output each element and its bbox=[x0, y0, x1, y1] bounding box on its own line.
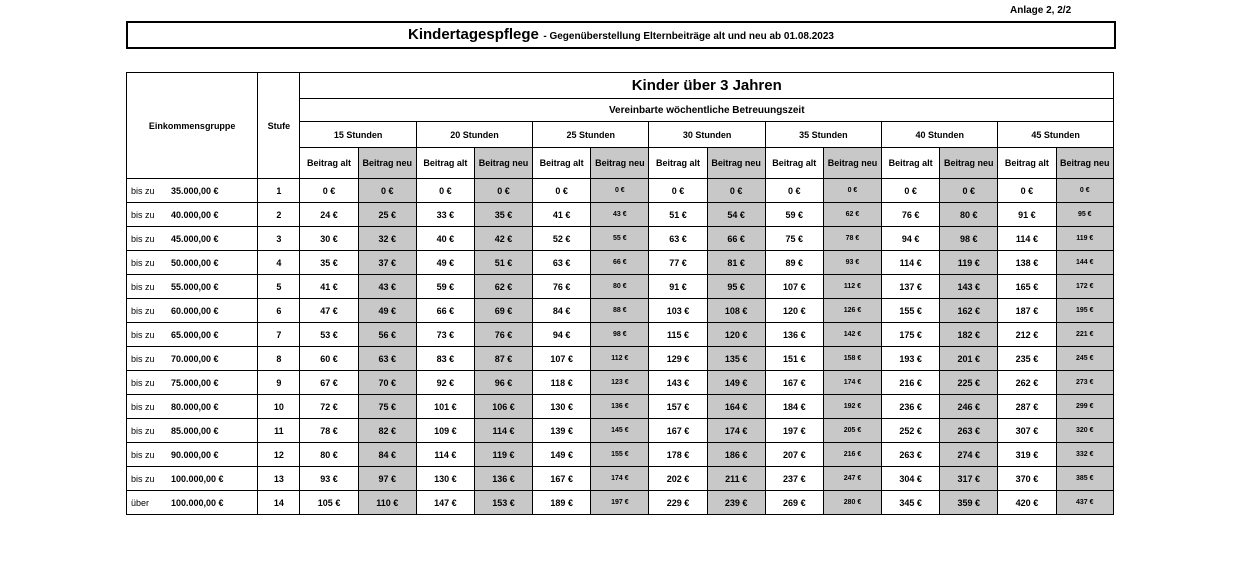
fee-old-cell: 41 € bbox=[300, 275, 358, 299]
fee-old-cell: 165 € bbox=[998, 275, 1056, 299]
income-prefix: bis zu bbox=[131, 377, 155, 388]
fee-new-cell: 78 € bbox=[823, 227, 881, 251]
income-group-cell bbox=[127, 203, 258, 227]
fee-new-cell: 247 € bbox=[823, 467, 881, 491]
fee-old-cell: 107 € bbox=[765, 275, 823, 299]
fee-new-cell: 205 € bbox=[823, 419, 881, 443]
fee-old-cell: 207 € bbox=[765, 443, 823, 467]
fee-new-cell: 299 € bbox=[1056, 395, 1113, 419]
fee-old-cell: 109 € bbox=[416, 419, 474, 443]
fee-new-cell: 320 € bbox=[1056, 419, 1113, 443]
fee-new-cell: 62 € bbox=[823, 203, 881, 227]
fee-old-cell: 167 € bbox=[649, 419, 707, 443]
hours-header: 25 Stunden bbox=[533, 122, 649, 148]
title-main: Kindertagespflege bbox=[408, 26, 539, 43]
fee-new-cell: 136 € bbox=[474, 467, 532, 491]
beitrag-neu-header: Beitrag neu bbox=[940, 148, 998, 179]
fee-new-cell: 119 € bbox=[1056, 227, 1113, 251]
table-row bbox=[127, 347, 1114, 371]
fee-old-cell: 287 € bbox=[998, 395, 1056, 419]
appendix-label: Anlage 2, 2/2 bbox=[1010, 5, 1072, 16]
fee-new-cell: 126 € bbox=[823, 299, 881, 323]
fee-new-cell: 51 € bbox=[474, 251, 532, 275]
income-amount: 100.000,00 € bbox=[171, 473, 224, 484]
fee-old-cell: 269 € bbox=[765, 491, 823, 515]
fee-old-cell: 89 € bbox=[765, 251, 823, 275]
fee-new-cell: 54 € bbox=[707, 203, 765, 227]
fee-old-cell: 193 € bbox=[882, 347, 940, 371]
fee-old-cell: 307 € bbox=[998, 419, 1056, 443]
fee-old-cell: 147 € bbox=[416, 491, 474, 515]
fee-old-cell: 115 € bbox=[649, 323, 707, 347]
fee-new-cell: 80 € bbox=[591, 275, 649, 299]
fee-new-cell: 246 € bbox=[940, 395, 998, 419]
beitrag-neu-header: Beitrag neu bbox=[358, 148, 416, 179]
fee-new-cell: 174 € bbox=[823, 371, 881, 395]
fee-old-cell: 0 € bbox=[765, 179, 823, 203]
fee-old-cell: 107 € bbox=[533, 347, 591, 371]
fee-old-cell: 370 € bbox=[998, 467, 1056, 491]
fee-old-cell: 114 € bbox=[416, 443, 474, 467]
fee-new-cell: 385 € bbox=[1056, 467, 1113, 491]
income-prefix: bis zu bbox=[131, 209, 155, 220]
beitrag-neu-header: Beitrag neu bbox=[474, 148, 532, 179]
fee-old-cell: 84 € bbox=[533, 299, 591, 323]
beitrag-neu-header: Beitrag neu bbox=[591, 148, 649, 179]
fee-new-cell: 120 € bbox=[707, 323, 765, 347]
stufe-cell: 1 bbox=[258, 179, 300, 203]
fee-old-cell: 155 € bbox=[882, 299, 940, 323]
fee-new-cell: 274 € bbox=[940, 443, 998, 467]
income-prefix: bis zu bbox=[131, 233, 155, 244]
fee-new-cell: 153 € bbox=[474, 491, 532, 515]
fee-old-cell: 202 € bbox=[649, 467, 707, 491]
fee-new-cell: 186 € bbox=[707, 443, 765, 467]
fee-new-cell: 112 € bbox=[591, 347, 649, 371]
fee-new-cell: 273 € bbox=[1056, 371, 1113, 395]
fee-new-cell: 81 € bbox=[707, 251, 765, 275]
fee-old-cell: 197 € bbox=[765, 419, 823, 443]
fee-old-cell: 229 € bbox=[649, 491, 707, 515]
fee-new-cell: 136 € bbox=[591, 395, 649, 419]
fee-old-cell: 33 € bbox=[416, 203, 474, 227]
beitrag-neu-header: Beitrag neu bbox=[823, 148, 881, 179]
fee-new-cell: 197 € bbox=[591, 491, 649, 515]
fee-old-cell: 0 € bbox=[649, 179, 707, 203]
fee-new-cell: 221 € bbox=[1056, 323, 1113, 347]
stufe-cell: 13 bbox=[258, 467, 300, 491]
fee-new-cell: 35 € bbox=[474, 203, 532, 227]
fee-old-cell: 178 € bbox=[649, 443, 707, 467]
beitrag-neu-header: Beitrag neu bbox=[1056, 148, 1113, 179]
fee-old-cell: 235 € bbox=[998, 347, 1056, 371]
fee-new-cell: 245 € bbox=[1056, 347, 1113, 371]
fee-old-cell: 149 € bbox=[533, 443, 591, 467]
fee-old-cell: 94 € bbox=[882, 227, 940, 251]
fee-old-cell: 83 € bbox=[416, 347, 474, 371]
hours-header: 20 Stunden bbox=[416, 122, 532, 148]
fee-new-cell: 25 € bbox=[358, 203, 416, 227]
fee-new-cell: 0 € bbox=[707, 179, 765, 203]
hours-header: 35 Stunden bbox=[765, 122, 881, 148]
fee-new-cell: 142 € bbox=[823, 323, 881, 347]
stufe-cell: 7 bbox=[258, 323, 300, 347]
fee-old-cell: 53 € bbox=[300, 323, 358, 347]
table-row bbox=[127, 275, 1114, 299]
care-time-header: Vereinbarte wöchentliche Betreuungszeit bbox=[300, 99, 1114, 122]
beitrag-alt-header: Beitrag alt bbox=[765, 148, 823, 179]
income-prefix: bis zu bbox=[131, 449, 155, 460]
fee-new-cell: 76 € bbox=[474, 323, 532, 347]
income-group-cell bbox=[127, 395, 258, 419]
fee-new-cell: 55 € bbox=[591, 227, 649, 251]
fee-new-cell: 98 € bbox=[940, 227, 998, 251]
fee-new-cell: 149 € bbox=[707, 371, 765, 395]
stufe-cell: 6 bbox=[258, 299, 300, 323]
fee-new-cell: 225 € bbox=[940, 371, 998, 395]
fee-new-cell: 66 € bbox=[591, 251, 649, 275]
fee-old-cell: 120 € bbox=[765, 299, 823, 323]
income-prefix: bis zu bbox=[131, 185, 155, 196]
table-row bbox=[127, 443, 1114, 467]
fee-new-cell: 437 € bbox=[1056, 491, 1113, 515]
fee-new-cell: 106 € bbox=[474, 395, 532, 419]
fee-new-cell: 66 € bbox=[707, 227, 765, 251]
fee-new-cell: 0 € bbox=[358, 179, 416, 203]
income-amount: 60.000,00 € bbox=[171, 305, 219, 316]
fee-new-cell: 280 € bbox=[823, 491, 881, 515]
fee-old-cell: 41 € bbox=[533, 203, 591, 227]
income-amount: 70.000,00 € bbox=[171, 353, 219, 364]
fee-old-cell: 52 € bbox=[533, 227, 591, 251]
stufe-cell: 3 bbox=[258, 227, 300, 251]
fee-old-cell: 143 € bbox=[649, 371, 707, 395]
income-group-cell bbox=[127, 419, 258, 443]
table-row bbox=[127, 227, 1114, 251]
stufe-cell: 11 bbox=[258, 419, 300, 443]
fee-old-cell: 345 € bbox=[882, 491, 940, 515]
fee-old-cell: 0 € bbox=[998, 179, 1056, 203]
hours-header: 15 Stunden bbox=[300, 122, 416, 148]
fee-new-cell: 82 € bbox=[358, 419, 416, 443]
fee-old-cell: 59 € bbox=[416, 275, 474, 299]
fee-new-cell: 174 € bbox=[707, 419, 765, 443]
stufe-cell: 5 bbox=[258, 275, 300, 299]
fee-old-cell: 75 € bbox=[765, 227, 823, 251]
table-row bbox=[127, 323, 1114, 347]
stufe-header: Stufe bbox=[258, 73, 300, 179]
income-group-header: Einkommensgruppe bbox=[127, 73, 258, 179]
fee-old-cell: 60 € bbox=[300, 347, 358, 371]
income-prefix: bis zu bbox=[131, 257, 155, 268]
fee-new-cell: 192 € bbox=[823, 395, 881, 419]
income-amount: 55.000,00 € bbox=[171, 281, 219, 292]
fee-old-cell: 216 € bbox=[882, 371, 940, 395]
fee-old-cell: 420 € bbox=[998, 491, 1056, 515]
fee-new-cell: 69 € bbox=[474, 299, 532, 323]
income-group-cell bbox=[127, 371, 258, 395]
beitrag-neu-header: Beitrag neu bbox=[707, 148, 765, 179]
stufe-cell: 9 bbox=[258, 371, 300, 395]
income-amount: 40.000,00 € bbox=[171, 209, 219, 220]
fee-old-cell: 129 € bbox=[649, 347, 707, 371]
income-prefix: bis zu bbox=[131, 473, 155, 484]
fee-old-cell: 30 € bbox=[300, 227, 358, 251]
income-prefix: bis zu bbox=[131, 305, 155, 316]
fee-new-cell: 158 € bbox=[823, 347, 881, 371]
fee-new-cell: 162 € bbox=[940, 299, 998, 323]
fee-new-cell: 119 € bbox=[474, 443, 532, 467]
stufe-cell: 14 bbox=[258, 491, 300, 515]
fee-new-cell: 97 € bbox=[358, 467, 416, 491]
fee-old-cell: 72 € bbox=[300, 395, 358, 419]
fee-new-cell: 110 € bbox=[358, 491, 416, 515]
fee-old-cell: 151 € bbox=[765, 347, 823, 371]
stufe-cell: 2 bbox=[258, 203, 300, 227]
fee-new-cell: 123 € bbox=[591, 371, 649, 395]
fee-old-cell: 24 € bbox=[300, 203, 358, 227]
fee-old-cell: 51 € bbox=[649, 203, 707, 227]
fee-new-cell: 95 € bbox=[707, 275, 765, 299]
fee-new-cell: 62 € bbox=[474, 275, 532, 299]
fee-new-cell: 164 € bbox=[707, 395, 765, 419]
fee-old-cell: 73 € bbox=[416, 323, 474, 347]
income-amount: 45.000,00 € bbox=[171, 233, 219, 244]
table-row bbox=[127, 491, 1114, 515]
fee-new-cell: 87 € bbox=[474, 347, 532, 371]
fee-new-cell: 70 € bbox=[358, 371, 416, 395]
fee-old-cell: 319 € bbox=[998, 443, 1056, 467]
fee-new-cell: 0 € bbox=[1056, 179, 1113, 203]
beitrag-alt-header: Beitrag alt bbox=[649, 148, 707, 179]
fee-table bbox=[126, 72, 1114, 515]
income-group-cell bbox=[127, 443, 258, 467]
income-amount: 100.000,00 € bbox=[171, 497, 224, 508]
table-row bbox=[127, 203, 1114, 227]
fee-old-cell: 130 € bbox=[533, 395, 591, 419]
fee-old-cell: 139 € bbox=[533, 419, 591, 443]
table-row bbox=[127, 371, 1114, 395]
fee-new-cell: 98 € bbox=[591, 323, 649, 347]
income-amount: 80.000,00 € bbox=[171, 401, 219, 412]
income-group-cell bbox=[127, 275, 258, 299]
hours-header: 45 Stunden bbox=[998, 122, 1114, 148]
beitrag-alt-header: Beitrag alt bbox=[998, 148, 1056, 179]
table-row bbox=[127, 419, 1114, 443]
fee-new-cell: 263 € bbox=[940, 419, 998, 443]
fee-new-cell: 195 € bbox=[1056, 299, 1113, 323]
fee-new-cell: 80 € bbox=[940, 203, 998, 227]
income-amount: 35.000,00 € bbox=[171, 185, 219, 196]
fee-old-cell: 157 € bbox=[649, 395, 707, 419]
fee-old-cell: 80 € bbox=[300, 443, 358, 467]
fee-old-cell: 92 € bbox=[416, 371, 474, 395]
fee-new-cell: 32 € bbox=[358, 227, 416, 251]
fee-old-cell: 76 € bbox=[882, 203, 940, 227]
income-group-cell bbox=[127, 227, 258, 251]
fee-old-cell: 175 € bbox=[882, 323, 940, 347]
fee-new-cell: 145 € bbox=[591, 419, 649, 443]
fee-new-cell: 239 € bbox=[707, 491, 765, 515]
fee-old-cell: 114 € bbox=[998, 227, 1056, 251]
beitrag-alt-header: Beitrag alt bbox=[416, 148, 474, 179]
fee-new-cell: 0 € bbox=[823, 179, 881, 203]
fee-old-cell: 167 € bbox=[533, 467, 591, 491]
fee-old-cell: 236 € bbox=[882, 395, 940, 419]
fee-new-cell: 172 € bbox=[1056, 275, 1113, 299]
title-sub: - Gegenüberstellung Elternbeiträge alt und neu ab 01.08.2023 bbox=[543, 31, 834, 42]
fee-new-cell: 0 € bbox=[940, 179, 998, 203]
fee-new-cell: 135 € bbox=[707, 347, 765, 371]
income-prefix: bis zu bbox=[131, 353, 155, 364]
fee-new-cell: 43 € bbox=[358, 275, 416, 299]
income-group-cell bbox=[127, 299, 258, 323]
hours-header: 30 Stunden bbox=[649, 122, 765, 148]
fee-old-cell: 67 € bbox=[300, 371, 358, 395]
fee-old-cell: 0 € bbox=[533, 179, 591, 203]
fee-new-cell: 108 € bbox=[707, 299, 765, 323]
fee-new-cell: 182 € bbox=[940, 323, 998, 347]
income-amount: 85.000,00 € bbox=[171, 425, 219, 436]
document-title bbox=[126, 21, 1116, 49]
fee-old-cell: 49 € bbox=[416, 251, 474, 275]
fee-old-cell: 187 € bbox=[998, 299, 1056, 323]
fee-new-cell: 42 € bbox=[474, 227, 532, 251]
fee-new-cell: 43 € bbox=[591, 203, 649, 227]
beitrag-alt-header: Beitrag alt bbox=[533, 148, 591, 179]
fee-old-cell: 136 € bbox=[765, 323, 823, 347]
fee-old-cell: 137 € bbox=[882, 275, 940, 299]
fee-new-cell: 201 € bbox=[940, 347, 998, 371]
fee-new-cell: 211 € bbox=[707, 467, 765, 491]
fee-old-cell: 138 € bbox=[998, 251, 1056, 275]
fee-old-cell: 93 € bbox=[300, 467, 358, 491]
income-amount: 65.000,00 € bbox=[171, 329, 219, 340]
fee-old-cell: 130 € bbox=[416, 467, 474, 491]
fee-new-cell: 174 € bbox=[591, 467, 649, 491]
hours-header: 40 Stunden bbox=[882, 122, 998, 148]
table-row bbox=[127, 179, 1114, 203]
income-prefix: bis zu bbox=[131, 425, 155, 436]
beitrag-alt-header: Beitrag alt bbox=[300, 148, 358, 179]
fee-old-cell: 101 € bbox=[416, 395, 474, 419]
fee-new-cell: 317 € bbox=[940, 467, 998, 491]
fee-old-cell: 304 € bbox=[882, 467, 940, 491]
income-group-cell bbox=[127, 179, 258, 203]
fee-old-cell: 105 € bbox=[300, 491, 358, 515]
fee-old-cell: 0 € bbox=[416, 179, 474, 203]
fee-new-cell: 0 € bbox=[591, 179, 649, 203]
income-group-cell bbox=[127, 347, 258, 371]
fee-new-cell: 0 € bbox=[474, 179, 532, 203]
income-prefix: bis zu bbox=[131, 329, 155, 340]
fee-new-cell: 49 € bbox=[358, 299, 416, 323]
fee-old-cell: 184 € bbox=[765, 395, 823, 419]
fee-old-cell: 212 € bbox=[998, 323, 1056, 347]
table-row bbox=[127, 299, 1114, 323]
fee-new-cell: 119 € bbox=[940, 251, 998, 275]
fee-new-cell: 93 € bbox=[823, 251, 881, 275]
fee-new-cell: 144 € bbox=[1056, 251, 1113, 275]
income-prefix: über bbox=[131, 497, 150, 508]
fee-new-cell: 332 € bbox=[1056, 443, 1113, 467]
fee-old-cell: 77 € bbox=[649, 251, 707, 275]
income-group-cell bbox=[127, 491, 258, 515]
fee-old-cell: 103 € bbox=[649, 299, 707, 323]
fee-old-cell: 167 € bbox=[765, 371, 823, 395]
fee-new-cell: 84 € bbox=[358, 443, 416, 467]
table-row bbox=[127, 395, 1114, 419]
fee-old-cell: 35 € bbox=[300, 251, 358, 275]
fee-old-cell: 76 € bbox=[533, 275, 591, 299]
fee-old-cell: 189 € bbox=[533, 491, 591, 515]
fee-old-cell: 63 € bbox=[533, 251, 591, 275]
fee-old-cell: 118 € bbox=[533, 371, 591, 395]
income-amount: 90.000,00 € bbox=[171, 449, 219, 460]
stufe-cell: 4 bbox=[258, 251, 300, 275]
age-group-header: Kinder über 3 Jahren bbox=[300, 73, 1114, 99]
fee-new-cell: 216 € bbox=[823, 443, 881, 467]
fee-old-cell: 91 € bbox=[649, 275, 707, 299]
fee-old-cell: 0 € bbox=[882, 179, 940, 203]
fee-old-cell: 262 € bbox=[998, 371, 1056, 395]
fee-old-cell: 78 € bbox=[300, 419, 358, 443]
fee-new-cell: 112 € bbox=[823, 275, 881, 299]
fee-new-cell: 114 € bbox=[474, 419, 532, 443]
fee-new-cell: 95 € bbox=[1056, 203, 1113, 227]
income-amount: 50.000,00 € bbox=[171, 257, 219, 268]
fee-old-cell: 237 € bbox=[765, 467, 823, 491]
fee-old-cell: 94 € bbox=[533, 323, 591, 347]
table-row bbox=[127, 251, 1114, 275]
fee-new-cell: 359 € bbox=[940, 491, 998, 515]
fee-old-cell: 114 € bbox=[882, 251, 940, 275]
income-prefix: bis zu bbox=[131, 401, 155, 412]
fee-new-cell: 143 € bbox=[940, 275, 998, 299]
stufe-cell: 10 bbox=[258, 395, 300, 419]
fee-old-cell: 0 € bbox=[300, 179, 358, 203]
income-group-cell bbox=[127, 323, 258, 347]
fee-old-cell: 263 € bbox=[882, 443, 940, 467]
fee-old-cell: 40 € bbox=[416, 227, 474, 251]
fee-new-cell: 88 € bbox=[591, 299, 649, 323]
income-amount: 75.000,00 € bbox=[171, 377, 219, 388]
fee-old-cell: 252 € bbox=[882, 419, 940, 443]
fee-old-cell: 91 € bbox=[998, 203, 1056, 227]
income-group-cell bbox=[127, 251, 258, 275]
fee-old-cell: 63 € bbox=[649, 227, 707, 251]
fee-new-cell: 37 € bbox=[358, 251, 416, 275]
fee-new-cell: 96 € bbox=[474, 371, 532, 395]
fee-new-cell: 63 € bbox=[358, 347, 416, 371]
stufe-cell: 8 bbox=[258, 347, 300, 371]
fee-old-cell: 59 € bbox=[765, 203, 823, 227]
fee-new-cell: 75 € bbox=[358, 395, 416, 419]
fee-new-cell: 155 € bbox=[591, 443, 649, 467]
stufe-cell: 12 bbox=[258, 443, 300, 467]
income-group-cell bbox=[127, 467, 258, 491]
fee-new-cell: 56 € bbox=[358, 323, 416, 347]
income-prefix: bis zu bbox=[131, 281, 155, 292]
fee-old-cell: 47 € bbox=[300, 299, 358, 323]
fee-old-cell: 66 € bbox=[416, 299, 474, 323]
table-row bbox=[127, 467, 1114, 491]
beitrag-alt-header: Beitrag alt bbox=[882, 148, 940, 179]
